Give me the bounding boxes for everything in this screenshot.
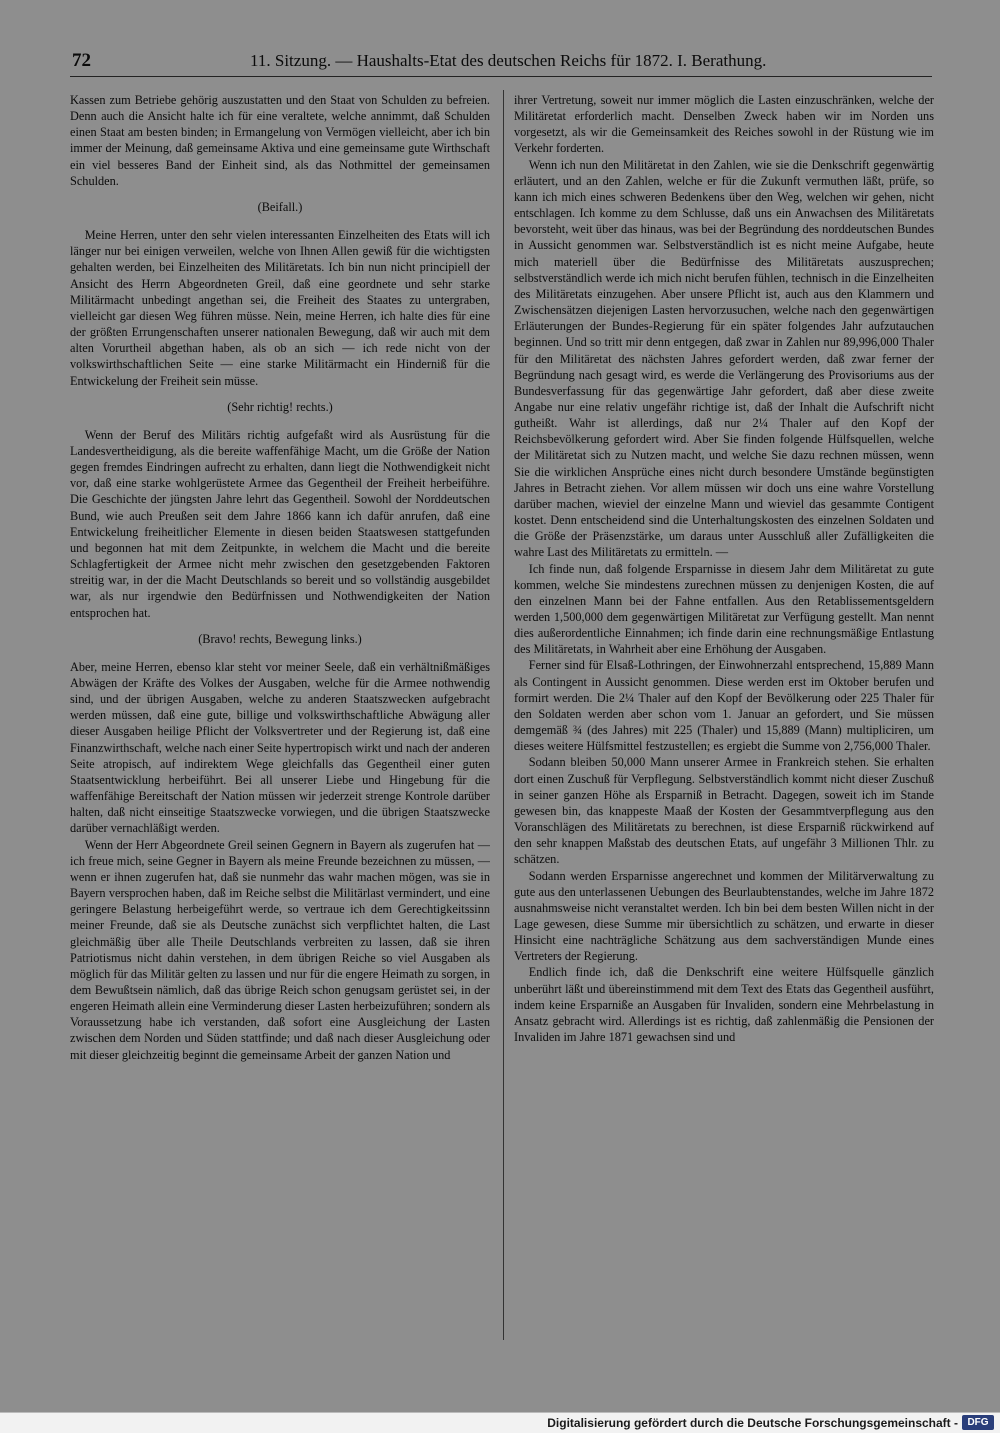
dfg-logo: DFG bbox=[962, 1415, 994, 1430]
funding-note: Digitalisierung gefördert durch die Deutsche Forschungsgemeinschaft - bbox=[547, 1416, 958, 1430]
paragraph: Meine Herren, unter den sehr vielen interessanten Einzelheiten des Etats will ich länger nur bei einigen verweilen, welche von Ihnen Allen gewiß für die wichtigsten gehalten werden, bei Einzelheiten des Militäretats. Ich bin nun nicht principiell der Ansicht des Herrn Abgeordneten Greil, daß eine geordnete und sehr starke Militärmacht unbedingt angethan sei, die Freiheit des Staates zu untergraben, vielleicht gar diesen Weg führen müsse. Nein, meine Herren, ich halte dies für eine der größten Errungenschaften unserer nationalen Bewegung, daß wir auch mit dem alten Vorurtheil abgethan haben, als ob an sich — ich rede nicht von der volkswirthschaftlichen Seite — eine starke Militärmacht ein Hinderniß für die Entwickelung der Freiheit sein müsse. bbox=[70, 228, 490, 388]
paragraph: Kassen zum Betriebe gehörig auszustatten und den Staat von Schulden zu befreien. Denn auch die Ansicht halte ich für eine veraltete, welche annimmt, daß Schulden einen Staat am besten binden; in Ermangelung von Vermögen vielleicht, aber ich bin immer der Meinung, daß gemeinsame Aktiva und eine gemeinsame gute Wirthschaft ein viel besseres Band der Einheit sind, als das Nothmittel der gemeinsamen Schulden. bbox=[70, 93, 490, 188]
interjection: (Bravo! rechts, Bewegung links.) bbox=[198, 631, 362, 646]
paragraph: ihrer Vertretung, soweit nur immer möglich die Lasten einzuschränken, welche der Militäretat erforderlich macht. Denselben Zweck haben wir im Norden uns vorgesetzt, als wir die Gemeinsamkeit des Reiches sowohl in der Rüstung wie im Verkehr forderten. bbox=[514, 93, 934, 156]
paragraph: Wenn der Herr Abgeordnete Greil seinen Gegnern in Bayern als zugerufen hat — ich freue mich, seine Gegner in Bayern als meine Freunde bezeichnen zu müssen, — wenn er ihnen zugerufen hat, daß sie nunmehr das wahr machen mögen, was sie in Bayern versprochen haben, daß im Reiche selbst die Militärlast vermindert, und eine geringere Belastung herbeigeführt werde, so vertraue ich dem Gerechtigkeitssinn meiner Freunde, daß sie als Deutsche zunächst sich verpflichtet halten, die Last gleichmäßig über alle Theile Deutschlands verbreiten zu lassen, daß sie ihren Patriotismus nicht dahin verstehen, in dem übrigen Reiche so viel Ausgaben als möglich für das Militär gelten zu lassen und nur für die engere Heimath zu sorgen, in dem Bewußtsein nämlich, daß das übrige Reich schon genugsam gerüstet sei, in der engeren Heimath allein eine Verminderung dieser Lasten herbeizuführen; sondern als Voraussetzung habe ich verstanden, daß sofort eine Ausgleichung der Lasten zwischen dem Norden und Süden stattfinde; und daß nach dieser Ausgleichung oder mit dieser gleichzeitig beginnt die gemeinsame Arbeit der ganzen Nation und bbox=[70, 837, 490, 1062]
page-header bbox=[72, 50, 932, 74]
footer-bar bbox=[0, 1412, 1000, 1433]
paragraph: Endlich finde ich, daß die Denkschrift eine weitere Hülfsquelle gänzlich unberührt läßt und übereinstimmend mit dem Text des Etats das Gegentheil ausführt, indem keine Ersparniße an Ausgaben für Invaliden, sondern eine Mehrbelastung in Ansatz gebracht wird. Allerdings ist es richtig, daß zahlenmäßig die Pensionen der Invaliden im Jahre 1871 gewachsen sind und bbox=[514, 965, 934, 1045]
paragraph: Ferner sind für Elsaß-Lothringen, der Einwohnerzahl entsprechend, 15,889 Mann als Contingent in Aussicht genommen. Diese werden erst im Oktober berufen und formirt werden. Die 2¼ Thaler auf den Kopf der Bevölkerung oder 225 Thaler für den Soldaten werden aber schon vom 1. Januar an gefordert, und Sie müssen demgemäß ¾ (des Jahres) mit 225 (Thaler) und 15,889 (Mann) multipliciren, um dieses weitere Hülfsmittel festzustellen; es ergiebt die Summe von 2,756,000 Thaler. bbox=[514, 658, 934, 754]
paragraph: Sodann werden Ersparnisse angerechnet und kommen der Militärverwaltung zu gute aus den unterlassenen Uebungen des Beurlaubtenstandes, welche im Jahre 1872 ausnahmsweise nicht veranstaltet werden. Ich bin bei dem besten Willen nicht in der Lage gewesen, diese Summe mir übersichtlich zu schätzen, und erwarte in dieser Hinsicht eine nachträgliche Schätzung aus dem sachverständigen Munde eines Vertreters der Regierung. bbox=[514, 868, 934, 964]
interjection: (Beifall.) bbox=[257, 199, 303, 214]
column-divider bbox=[503, 90, 504, 1340]
right-column bbox=[514, 92, 934, 1338]
paragraph: Sodann bleiben 50,000 Mann unserer Armee in Frankreich stehen. Sie erhalten dort einen Zuschuß für Verpflegung. Selbstverständlich kommt nicht dieser Zuschuß in seiner ganzen Höhe als Ersparniß in Betracht. Dagegen, soweit ich im Stande gewesen bin, das knappeste Maaß der Kosten der Gesammtverpflegung aus den Voranschlägen des Militäretats zu berechnen, ist diese Ersparniß rückwirkend auf den sehr knappen Maßstab des deutschen Etats, auf ungefähr 3 Millionen Thlr. zu schätzen. bbox=[514, 755, 934, 867]
paragraph: Wenn der Beruf des Militärs richtig aufgefaßt wird als Ausrüstung für die Landesvertheidigung, als die bereite waffenfähige Macht, um die Größe der Nation gegen fremdes Eindringen aufrecht zu erhalten, dann liegt die Nothwendigkeit nicht vor, daß eine starke wohlgerüstete Armee das Gegentheil der Freiheit herbeiführe. Die Geschichte der jüngsten Jahre lehrt das Gegentheil. Sowohl der Norddeutschen Bund, wie auch Preußen seit dem Jahre 1866 kann ich dafür anrufen, daß eine Entwickelung freiheitlicher Elemente in diesen beiden Staatswesen stattgefunden und begonnen hat mit dem Zeitpunkte, in welchem die Macht und die bereite Schlagfertigkeit der Armee nicht mehr zwischen den gesetzgebenden Faktoren streitig war, in der die Macht Deutschlands so bereit und so vollständig ausgebildet war, als nur irgendwie den Bedürfnissen und Nothwendigkeiten der Nation entsprochen hat. bbox=[70, 427, 490, 620]
page-number: 72 bbox=[72, 50, 91, 71]
paragraph: Aber, meine Herren, ebenso klar steht vor meiner Seele, daß ein verhältnißmäßiges Abwägen der Kräfte des Volkes der Ausgaben, welche für die Armee nothwendig sind, und der übrigen Ausgaben, welche zu anderen Staatszwecken aufgebracht werden müssen, daß eine gute, billige und volkswirthschaftliche Abwägung aller dieser Ausgaben heilige Pflicht der Volksvertreter und der Regierung ist, daß eine Finanzwirthschaft, welche nach einer Seite hypertropisch wirkt und nach der anderen Seite atropisch, auf indirektem Wege gleichfalls das Gegentheil einer guten Staatsentwicklung herbeiführt. Bei all unserer Liebe und Hingebung für die waffenfähige Bereitschaft der Nation müssen wir jederzeit strenge Kontrole darüber halten, daß nicht einseitige Staatszwecke vorwiegen, und die übrigen Staatszwecke darüber vernachläßigt werden. bbox=[70, 659, 490, 836]
running-title: 11. Sitzung. — Haushalts-Etat des deutschen Reichs für 1872. I. Berathung. bbox=[250, 51, 767, 70]
paragraph: Wenn ich nun den Militäretat in den Zahlen, wie sie die Denkschrift gegenwärtig erläutert, und an den Zahlen, welche er für die Zukunft vermuthen läßt, prüfe, so kann ich mich eines schweren Bedenkens über den Weg, welchen wir gehen, nicht entschlagen. Ich komme zu dem Schlusse, daß uns ein Anwachsen des Militäretats bevorsteht, weit über das hinaus, was bei der Begründung des norddeutschen Bundes in Aussicht genommen war. Selbstverständlich ist es nicht meine Aufgabe, heute mich materiell über die Bedürfnisse des Militäretats auszusprechen; selbstverständlich werde ich mich nicht berufen fühlen, technisch in die Einzelheiten des Militäretats einzugehen. Aber unsere Pflicht ist, auch aus den Klammern und Zwischensätzen diejenigen Lasten hervorzusuchen, welche nach den gegenwärtigen Erläuterungen der Bundes-Regierung für ein später folgendes Jahr aufzutauchen beginnen. Und so tritt mir denn entgegen, daß zwar in Zahlen nur 89,996,000 Thaler für den Militäretat des nächsten Jahres gefordert werden, daß zwar ferner der Begründung nach gesagt wird, es werde die Verlängerung des Provisoriums aus der Bundesverfassung für das gegenwärtige Jahr gefordert, daß aber diese zweite Angabe nur eine relativ ungefähr richtige ist, daß der Inhalt die Aufschrift nicht gutheißt. Wahr ist allerdings, daß nur 2¼ Thaler auf den Kopf der Reichsbevölkerung gefordert wird. Aber Sie finden folgende Hülfsquellen, welche der Militäretat sich zu Nutzen macht, und welche Sie dazu rechnen müssen, wenn Sie die wirklichen Ansprüche eines nicht durch besondere Umstände begünstigten Jahres in Betracht ziehen. Vor allem müssen wir doch uns eine wahre Vorstellung darüber machen, wieviel der einzelne Mann und wieviel das gesammte Contigent kostet. Denn entscheidend sind die Unterhaltungskosten des einzelnen Soldaten und die Größe der Präsenzstärke, um daraus unter Ausschluß aller Zufälligkeiten die wahre Last des Militäretats zu ermitteln. — bbox=[514, 157, 934, 560]
left-column bbox=[70, 92, 490, 1338]
paragraph: Ich finde nun, daß folgende Ersparnisse in diesem Jahr dem Militäretat zu gute kommen, welche Sie mindestens zurechnen müssen zu denjenigen Kosten, die auf den einzelnen Mann bei der Fahne entfallen. Aus den Retablissementsgeldern werden 1,500,000 dem gegenwärtigen Militäretat zur Verfügung gestellt. Man nennt dies außerordentliche Einnahmen; ich finde darin eine rechnungsmäßige Entlastung des Militäretats, in Wahrheit aber eine Erhöhung der Ausgaben. bbox=[514, 561, 934, 657]
header-rule bbox=[70, 76, 932, 77]
interjection: (Sehr richtig! rechts.) bbox=[227, 399, 333, 414]
